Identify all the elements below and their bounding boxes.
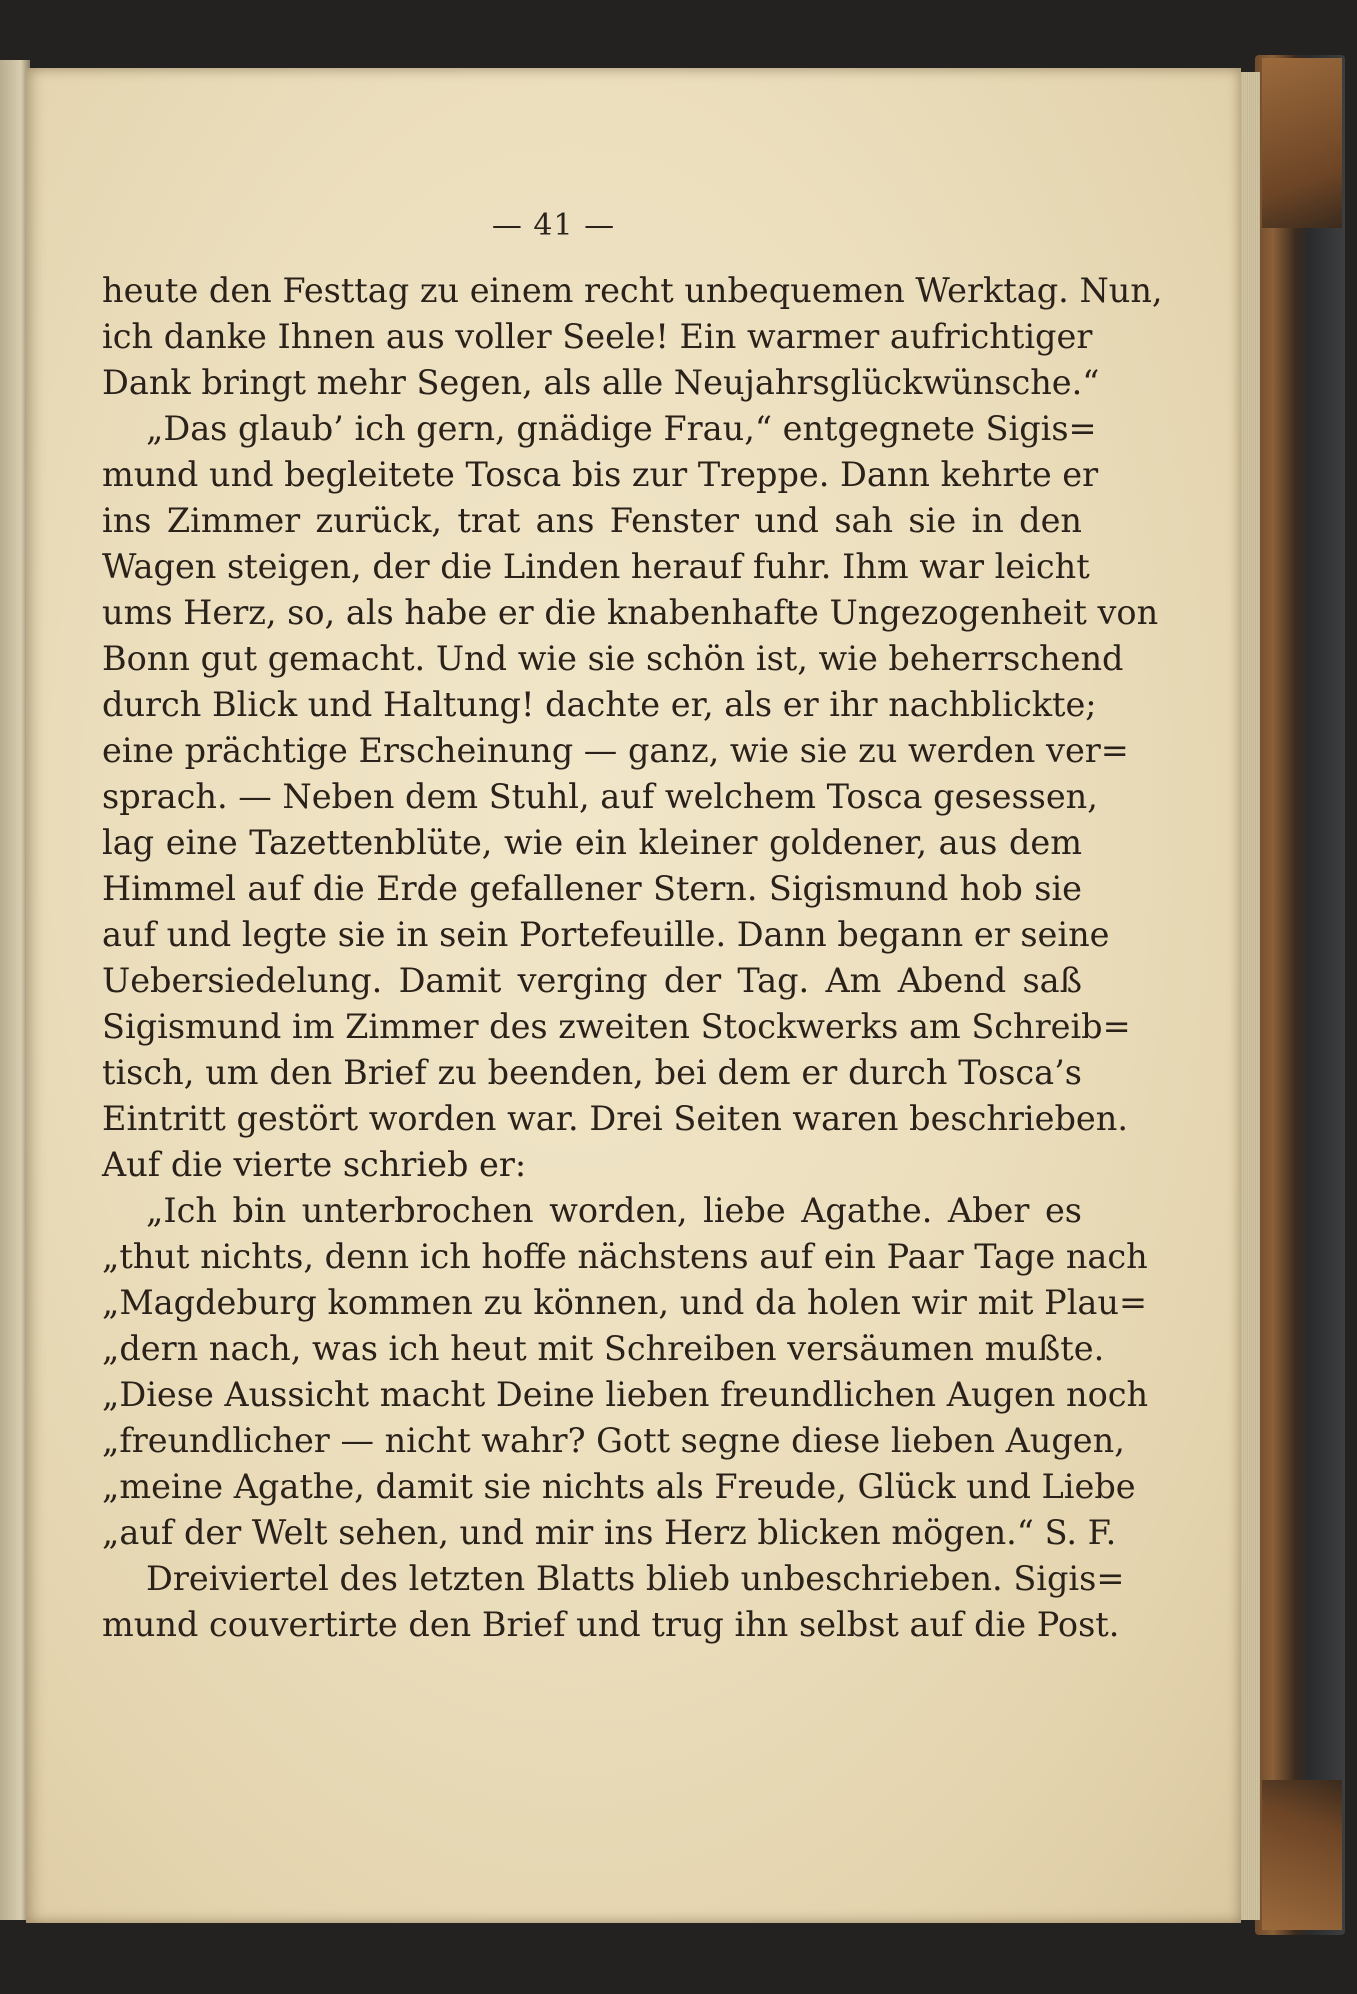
text-line: „meine Agathe, damit sie nichts als Freude, Glück und Liebe (102, 1467, 1136, 1506)
text-line: Sigismund im Zimmer des zweiten Stockwerks am Schreib= (102, 1007, 1131, 1046)
text-line: Bonn gut gemacht. Und wie sie schön ist, wie beherrschend (102, 639, 1124, 678)
text-line: tisch, um den Brief zu beenden, bei dem er durch Tosca’s (102, 1053, 1082, 1092)
text-line: Eintritt gestört worden war. Drei Seiten waren beschrieben. (102, 1099, 1128, 1138)
leather-corner-top (1262, 58, 1342, 228)
book-page (26, 68, 1241, 1923)
page-number: — 41 — (491, 208, 616, 243)
text-line: Dank bringt mehr Segen, als alle Neujahrsglückwünsche.“ (102, 363, 1100, 402)
text-line: mund und begleitete Tosca bis zur Treppe. Dann kehrte er (102, 455, 1099, 494)
text-line: „Diese Aussicht macht Deine lieben freundlichen Augen noch (102, 1375, 1149, 1414)
body-text (102, 268, 1163, 1648)
text-line: „Das glaub’ ich gern, gnädige Frau,“ entgegnete Sigis= (146, 409, 1097, 448)
text-line: durch Blick und Haltung! dachte er, als er ihr nachblickte; (102, 685, 1097, 724)
text-line: „auf der Welt sehen, und mir ins Herz blicken mögen.“ S. F. (102, 1513, 1117, 1552)
text-line: Auf die vierte schrieb er: (102, 1145, 527, 1184)
text-line: Uebersiedelung. Damit verging der Tag. Am Abend saß (102, 961, 1082, 1000)
text-line: ich danke Ihnen aus voller Seele! Ein warmer aufrichtiger (102, 317, 1093, 356)
text-line: lag eine Tazettenblüte, wie ein kleiner goldener, aus dem (102, 823, 1082, 862)
text-line: heute den Festtag zu einem recht unbequemen Werktag. Nun, (102, 271, 1163, 310)
text-line: ins Zimmer zurück, trat ans Fenster und sah sie in den (102, 501, 1082, 540)
text-line: mund couvertirte den Brief und trug ihn selbst auf die Post. (102, 1605, 1120, 1644)
text-line: „thut nichts, denn ich hoffe nächstens auf ein Paar Tage nach (102, 1237, 1148, 1276)
leather-corner-bottom (1262, 1780, 1342, 1930)
text-line: eine prächtige Erscheinung — ganz, wie sie zu werden ver= (102, 731, 1129, 770)
text-line: ums Herz, so, als habe er die knabenhafte Ungezogenheit von (102, 593, 1159, 632)
text-line: Himmel auf die Erde gefallener Stern. Sigismund hob sie (102, 869, 1082, 908)
book-cover-board (1255, 55, 1345, 1935)
text-line: „Magdeburg kommen zu können, und da holen wir mit Plau= (102, 1283, 1148, 1322)
text-line: „Ich bin unterbrochen worden, liebe Agathe. Aber es (146, 1191, 1082, 1230)
page-edges (1238, 72, 1260, 1920)
text-line: auf und legte sie in sein Portefeuille. Dann begann er seine (102, 915, 1110, 954)
text-line: sprach. — Neben dem Stuhl, auf welchem Tosca gesessen, (102, 777, 1098, 816)
text-line: „dern nach, was ich heut mit Schreiben versäumen mußte. (102, 1329, 1105, 1368)
text-line: Dreiviertel des letzten Blatts blieb unbeschrieben. Sigis= (146, 1559, 1125, 1598)
text-line: Wagen steigen, der die Linden herauf fuhr. Ihm war leicht (102, 547, 1090, 586)
text-line: „freundlicher — nicht wahr? Gott segne diese lieben Augen, (102, 1421, 1125, 1460)
